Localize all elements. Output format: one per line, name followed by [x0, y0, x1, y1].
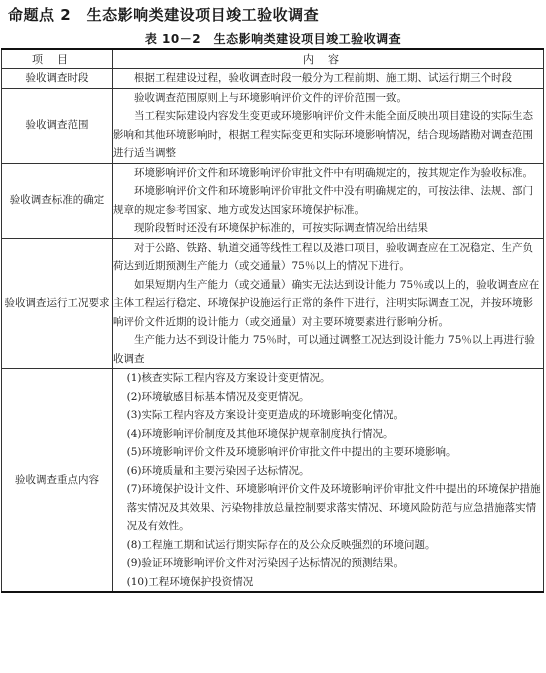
row-item-label: 验收调查标准的确定 — [2, 163, 113, 238]
content-paragraph: 当工程实际建设内容发生变更或环境影响评价文件未能全面反映出项目建设的实际生态影响和其他环境影响时，根据工程实际变更和实际环境影响情况，结合现场踏勘对调查范围进行适当调整 — [113, 110, 533, 159]
row-content — [113, 238, 544, 369]
content-paragraph: 根据工程建设过程，验收调查时段一般分为工程前期、施工期、试运行期三个时段 — [134, 72, 512, 84]
list-item: (7)环境保护设计文件、环境影响评价文件及环境影响评价审批文件中提出的环境保护措施落实情况及其效果、污染物排放总量控制要求落实情况、环境风险防范与应急措施落实情况及有效性。 — [126, 483, 541, 532]
row-item-label: 验收调查重点内容 — [2, 369, 113, 593]
table-caption: 表 10－2 生态影响类建设项目竣工验收调查 — [144, 32, 402, 46]
content-paragraph: 验收调查范围原则上与环境影响评价文件的评价范围一致。 — [134, 91, 407, 104]
list-item: (4)环境影响评价制度及其他环境保护规章制度执行情况。 — [126, 427, 394, 440]
table-header-row — [2, 49, 544, 69]
table-row — [2, 163, 544, 238]
table-row — [2, 88, 544, 163]
row-item-label: 验收调查时段 — [2, 69, 113, 89]
row-item-label: 验收调查运行工况要求 — [2, 238, 113, 369]
header-content: 内容 — [113, 49, 544, 69]
row-content — [113, 163, 544, 238]
content-paragraph: 环境影响评价文件和环境影响评价审批文件中有明确规定的，按其规定作为验收标准。 — [134, 166, 533, 179]
row-item-label: 验收调查范围 — [2, 88, 113, 163]
content-paragraph: 对于公路、铁路、轨道交通等线性工程以及港口项目，验收调查应在工况稳定、生产负荷达到近期预测生产能力（或交通量）75％以上的情况下进行。 — [113, 241, 533, 272]
row-content — [113, 69, 544, 89]
acceptance-survey-table — [1, 48, 544, 593]
list-item: (9)验证环境影响评价文件对污染因子达标情况的预测结果。 — [126, 557, 405, 569]
list-item: (8)工程施工期和试运行期实际存在的及公众反映强烈的环境问题。 — [126, 538, 436, 551]
list-item: (3)实际工程内容及方案设计变更造成的环境影响变化情况。 — [126, 409, 405, 421]
header-item: 项目 — [2, 49, 113, 69]
content-paragraph: 如果短期内生产能力（或交通量）确实无法达到设计能力 75％或以上的，验收调查应在主体工程运行稳定、环境保护设施运行正常的条件下进行，注明实际调查工况，并按环境影响评价文件近期的设计能力（或交通量）对主要环境要素进行影响分析。 — [113, 278, 540, 328]
row-content — [113, 369, 544, 593]
section-heading: 命题点 2 生态影响类建设项目竣工验收调查 — [8, 6, 320, 24]
list-item: (5)环境影响评价文件及环境影响评价审批文件中提出的主要环境影响。 — [126, 446, 457, 458]
row-content — [113, 88, 544, 163]
table-row — [2, 69, 544, 89]
list-item: (2)环境敏感目标基本情况及变更情况。 — [126, 390, 310, 403]
list-item: (6)环境质量和主要污染因子达标情况。 — [126, 464, 310, 477]
table-row — [2, 238, 544, 369]
content-paragraph: 生产能力达不到设计能力 75％时，可以通过调整工况达到设计能力 75％以上再进行验收调查 — [113, 334, 535, 365]
content-paragraph: 环境影响评价文件和环境影响评价审批文件中没有明确规定的，可按法律、法规、部门规章的规定参考国家、地方或发达国家环境保护标准。 — [113, 185, 533, 216]
list-item: (10)工程环境保护投资情况 — [126, 575, 254, 588]
content-paragraph: 现阶段暂时还没有环境保护标准的，可按实际调查情况给出结果 — [134, 222, 428, 234]
list-item: (1)核查实际工程内容及方案设计变更情况。 — [126, 372, 331, 384]
table-row — [2, 369, 544, 593]
